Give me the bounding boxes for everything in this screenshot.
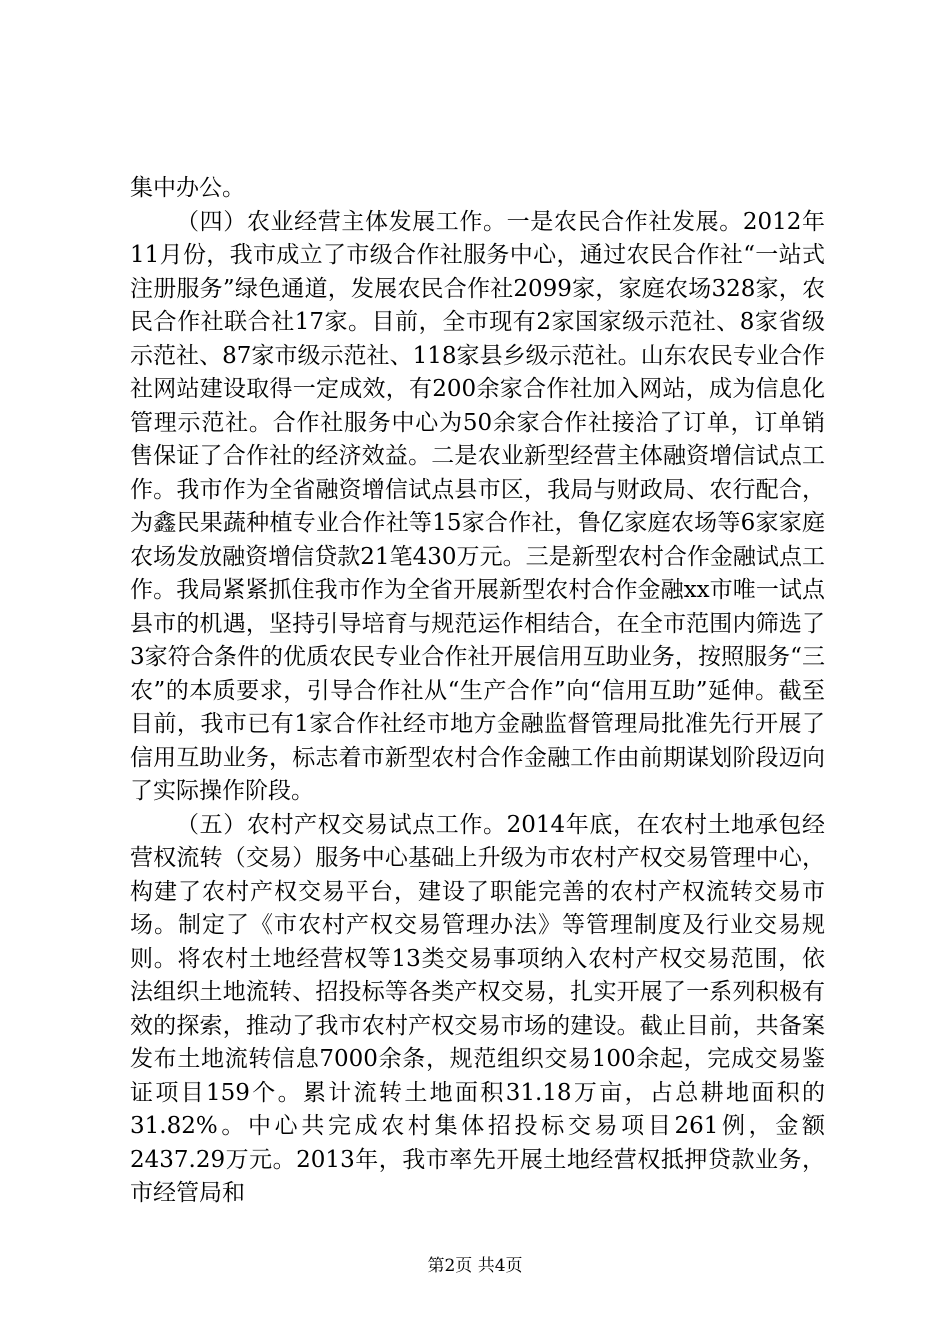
- paragraph-continuation: 集中办公。: [130, 175, 245, 201]
- page-footer: 第2页 共4页: [427, 1256, 523, 1276]
- paragraph-section-four: （四）农业经营主体发展工作。一是农民合作社发展。2012年11月份，我市成立了市级合作社服务中心，通过农民合作社“一站式注册服务”绿色通道，发展农民合作社2099家，家庭农场328家，农民合作社联合社17家。目前，全市现有2家国家级示范社、8家省级示范社、87家市级示范社、118家县乡级示范社。山东农民专业合作社网站建设取得一定成效，有200余家合作社加入网站，成为信息化管理示范社。合作社服务中心为50余家合作社接洽了订单，订单销售保证了合作社的经济效益。二是农业新型经营主体融资增信试点工作。我市作为全省融资增信试点县市区，我局与财政局、农行配合，为鑫民果蔬种植专业合作社等15家合作社，鲁亿家庭农场等6家家庭农场发放融资增信贷款21笔430万元。三是新型农村合作金融试点工作。我局紧紧抓住我市作为全省开展新型农村合作金融xx市唯一试点县市的机遇，坚持引导培育与规范运作相结合，在全市范围内筛选了3家符合条件的优质农民专业合作社开展信用互助业务，按照服务“三农”的本质要求，引导合作社从“生产合作”向“信用互助”延伸。截至目前，我市已有1家合作社经市地方金融监督管理局批准先行开展了信用互助业务，标志着市新型农村合作金融工作由前期谋划阶段迈向了实际操作阶段。: [130, 208, 825, 804]
- paragraph-section-five: （五）农村产权交易试点工作。2014年底，在农村土地承包经营权流转（交易）服务中心基础上升级为市农村产权交易管理中心，构建了农村产权交易平台，建设了职能完善的农村产权流转交易市场。制定了《市农村产权交易管理办法》等管理制度及行业交易规则。将农村土地经营权等13类交易事项纳入农村产权交易范围，依法组织土地流转、招投标等各类产权交易，扎实开展了一系列积极有效的探索，推动了我市农村产权交易市场的建设。截止目前，共备案发布土地流转信息7000余条，规范组织交易100余起，完成交易鉴证项目159个。累计流转土地面积31.18万亩，占总耕地面积的31.82%。中心共完成农村集体招投标交易项目261例，金额2437.29万元。2013年，我市率先开展土地经营权抵押贷款业务，市经管局和: [130, 811, 825, 1206]
- document-body: [130, 172, 825, 1211]
